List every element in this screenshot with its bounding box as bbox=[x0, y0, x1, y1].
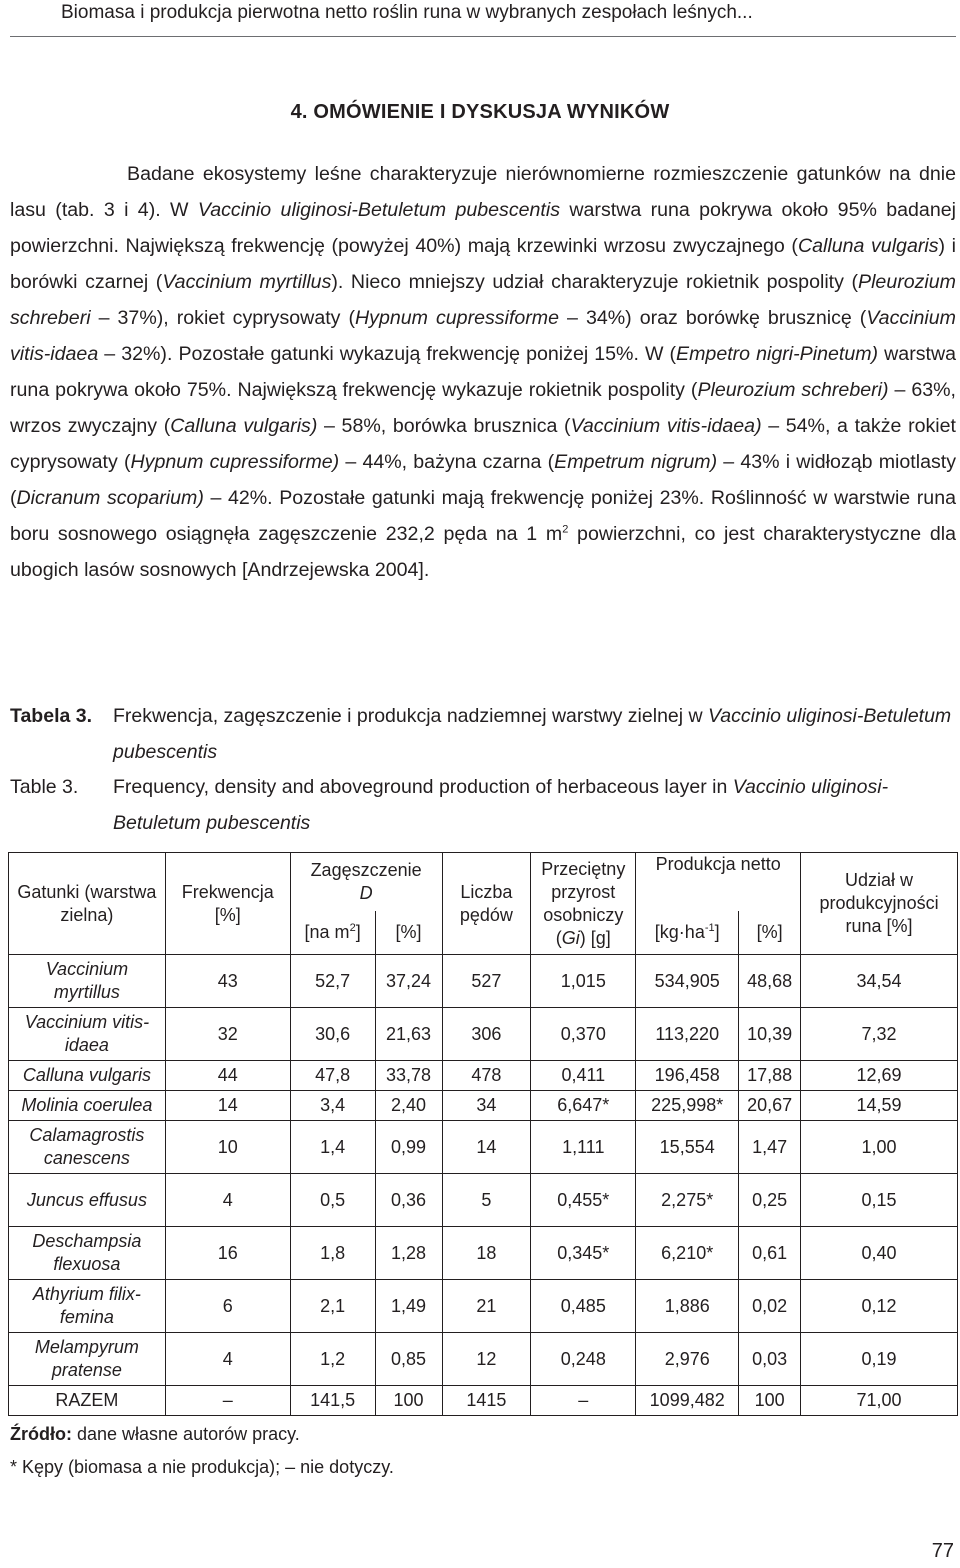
cell-frequency: 43 bbox=[165, 955, 290, 1008]
cell-share: 0,12 bbox=[801, 1280, 958, 1333]
asterisk-note: * Kępy (biomasa a nie produkcja); – nie dotyczy. bbox=[10, 1457, 394, 1477]
cell-growth: 0,248 bbox=[531, 1333, 636, 1386]
cell-share: 34,54 bbox=[801, 955, 958, 1008]
cell-density-pct: 37,24 bbox=[375, 955, 442, 1008]
cell-species: Athyrium filix-femina bbox=[9, 1280, 166, 1333]
cell-species: Melampyrum pratense bbox=[9, 1333, 166, 1386]
cell-growth: 0,370 bbox=[531, 1008, 636, 1061]
cell-production-pct: 0,03 bbox=[739, 1333, 801, 1386]
cell-frequency: 4 bbox=[165, 1174, 290, 1227]
cell-production: 196,458 bbox=[636, 1061, 739, 1091]
cell-density: 141,5 bbox=[290, 1386, 375, 1416]
cell-density-pct: 1,49 bbox=[375, 1280, 442, 1333]
header-density-pct: [%] bbox=[375, 911, 442, 955]
cell-share: 0,40 bbox=[801, 1227, 958, 1280]
cell-production-pct: 17,88 bbox=[739, 1061, 801, 1091]
page-number: 77 bbox=[931, 1540, 954, 1562]
header-production-pct: [%] bbox=[739, 911, 801, 955]
cell-production-pct: 0,02 bbox=[739, 1280, 801, 1333]
cell-shoots: 12 bbox=[442, 1333, 531, 1386]
cell-density-pct: 0,99 bbox=[375, 1121, 442, 1174]
cell-production-pct: 0,61 bbox=[739, 1227, 801, 1280]
cell-production-pct: 10,39 bbox=[739, 1008, 801, 1061]
cell-density: 2,1 bbox=[290, 1280, 375, 1333]
cell-species: Molinia coerulea bbox=[9, 1091, 166, 1121]
header-production-unit: $[kg\cdot ha^{-1}]$ bbox=[636, 911, 739, 955]
cell-density: 0,5 bbox=[290, 1174, 375, 1227]
header-growth: Przeciętny przyrost osobniczy (Gi) [g] bbox=[531, 853, 636, 955]
cell-frequency: 44 bbox=[165, 1061, 290, 1091]
cell-species: Deschampsia flexuosa bbox=[9, 1227, 166, 1280]
cell-production: 2,976 bbox=[636, 1333, 739, 1386]
caption-label-pl: Tabela 3. bbox=[10, 705, 93, 727]
cell-production: 534,905 bbox=[636, 955, 739, 1008]
cell-species: Vaccinium vitis-idaea bbox=[9, 1008, 166, 1061]
cell-species: Calamagrostis canescens bbox=[9, 1121, 166, 1174]
cell-density: 3,4 bbox=[290, 1091, 375, 1121]
cell-production: 15,554 bbox=[636, 1121, 739, 1174]
table-row bbox=[9, 1280, 958, 1333]
cell-production: 1099,482 bbox=[636, 1386, 739, 1416]
cell-density-pct: 1,28 bbox=[375, 1227, 442, 1280]
cell-shoots: 14 bbox=[442, 1121, 531, 1174]
header-density: Zagęszczenie D bbox=[290, 853, 442, 911]
table-row bbox=[9, 1386, 958, 1416]
cell-density-pct: 21,63 bbox=[375, 1008, 442, 1061]
cell-production-pct: 20,67 bbox=[739, 1091, 801, 1121]
cell-frequency: 6 bbox=[165, 1280, 290, 1333]
header-density-unit: [na $m^2$] bbox=[290, 911, 375, 955]
cell-species: Calluna vulgaris bbox=[9, 1061, 166, 1091]
header-shoots: Liczba pędów bbox=[442, 853, 531, 955]
cell-density-pct: 33,78 bbox=[375, 1061, 442, 1091]
cell-growth: 0,411 bbox=[531, 1061, 636, 1091]
cell-shoots: 18 bbox=[442, 1227, 531, 1280]
cell-density: 1,2 bbox=[290, 1333, 375, 1386]
cell-share: 0,15 bbox=[801, 1174, 958, 1227]
table-row bbox=[9, 955, 958, 1008]
table-row bbox=[9, 1091, 958, 1121]
cell-share: 14,59 bbox=[801, 1091, 958, 1121]
cell-production: 225,998* bbox=[636, 1091, 739, 1121]
cell-shoots: 5 bbox=[442, 1174, 531, 1227]
cell-growth: 6,647* bbox=[531, 1091, 636, 1121]
cell-production: 113,220 bbox=[636, 1008, 739, 1061]
cell-production: 2,275* bbox=[636, 1174, 739, 1227]
cell-density-pct: 0,36 bbox=[375, 1174, 442, 1227]
caption-text-pl: Frekwencja, zagęszczenie i produkcja nadziemnej warstwy zielnej w Vaccinio uliginosi-Betuletum pubescentis bbox=[113, 705, 952, 763]
cell-shoots: 1415 bbox=[442, 1386, 531, 1416]
cell-density: 47,8 bbox=[290, 1061, 375, 1091]
cell-species: Vaccinium myrtillus bbox=[9, 955, 166, 1008]
cell-share: 71,00 bbox=[801, 1386, 958, 1416]
cell-species: Juncus effusus bbox=[9, 1174, 166, 1227]
cell-production-pct: 48,68 bbox=[739, 955, 801, 1008]
header-share: Udział w produkcyjności runa [%] bbox=[801, 853, 958, 955]
caption-text-en: Frequency, density and aboveground production of herbaceous layer in Vaccinio uliginosi-Betuletum pubescentis bbox=[113, 776, 889, 834]
body-paragraph: Badane ekosystemy leśne charakteryzuje nierównomierne rozmieszczenie gatunków na dnie lasu (tab. 3 i 4). W Vaccinio uliginosi-Betuletum pubescentis warstwa runa pokrywa około 95% badanej powierzchni. Największą frekwencję (powyżej 40%) mają krzewinki wrzosu zwyczajnego (Calluna vulgaris) i borówki czarnej (Vaccinium myrtillus). Nieco mniejszy udział charakteryzuje rokietnik pospolity (Pleurozium schreberi – 37%), rokiet cyprysowaty (Hypnum cupressiforme – 34%) oraz borówkę brusznicę (Vaccinium vitis-idaea – 32%). Pozostałe gatunki wykazują frekwencję poniżej 15%. W (Empetro nigri-Pinetum) warstwa runa pokrywa około 75%. Największą frekwencję wykazuje rokietnik pospolity (Pleurozium schreberi) – 63%, wrzos zwyczajny (Calluna vulgaris) – 58%, borówka brusznica (Vaccinium vitis-idaea) – 54%, a także rokiet cyprysowaty (Hypnum cupressiforme) – 44%, bażyna czarna (Empetrum nigrum) – 43% i widłoząb miotlasty (Dicranum scoparium) – 42%. Pozostałe gatunki mają frekwencję poniżej 23%. Roślinność w warstwie runa boru sosnowego osiągnęła zagęszczenie 232,2 pęda na 1 $m^2$ powierzchni, co jest charakterystyczne dla ubogich lasów sosnowych [Andrzejewska 2004]. bbox=[10, 163, 957, 581]
cell-production: 1,886 bbox=[636, 1280, 739, 1333]
cell-density-pct: 0,85 bbox=[375, 1333, 442, 1386]
cell-growth: 0,455* bbox=[531, 1174, 636, 1227]
cell-share: 7,32 bbox=[801, 1008, 958, 1061]
cell-production: 6,210* bbox=[636, 1227, 739, 1280]
cell-shoots: 21 bbox=[442, 1280, 531, 1333]
cell-density: 30,6 bbox=[290, 1008, 375, 1061]
cell-growth: 0,485 bbox=[531, 1280, 636, 1333]
section-title: 4. OMÓWIENIE I DYSKUSJA WYNIKÓW bbox=[290, 101, 670, 123]
table-row bbox=[9, 1121, 958, 1174]
cell-frequency: 16 bbox=[165, 1227, 290, 1280]
table-row bbox=[9, 1061, 958, 1091]
cell-production-pct: 1,47 bbox=[739, 1121, 801, 1174]
table-row bbox=[9, 1008, 958, 1061]
cell-frequency: 4 bbox=[165, 1333, 290, 1386]
cell-share: 0,19 bbox=[801, 1333, 958, 1386]
table-row bbox=[9, 1227, 958, 1280]
cell-density: 1,8 bbox=[290, 1227, 375, 1280]
table-row bbox=[9, 1174, 958, 1227]
header-species: Gatunki (warstwa zielna) bbox=[9, 853, 166, 955]
cell-shoots: 478 bbox=[442, 1061, 531, 1091]
source-note: Źródło: dane własne autorów pracy. bbox=[10, 1424, 300, 1444]
cell-frequency: 32 bbox=[165, 1008, 290, 1061]
cell-density-pct: 2,40 bbox=[375, 1091, 442, 1121]
cell-shoots: 527 bbox=[442, 955, 531, 1008]
table-row bbox=[9, 1333, 958, 1386]
cell-frequency: – bbox=[165, 1386, 290, 1416]
cell-shoots: 306 bbox=[442, 1008, 531, 1061]
header-rule bbox=[10, 36, 956, 37]
cell-frequency: 10 bbox=[165, 1121, 290, 1174]
caption-label-en: Table 3. bbox=[10, 776, 79, 798]
cell-species: RAZEM bbox=[9, 1386, 166, 1416]
running-header: Biomasa i produkcja pierwotna netto roślin runa w wybranych zespołach leśnych... bbox=[61, 2, 753, 23]
cell-share: 12,69 bbox=[801, 1061, 958, 1091]
cell-growth: – bbox=[531, 1386, 636, 1416]
cell-density: 1,4 bbox=[290, 1121, 375, 1174]
cell-production-pct: 100 bbox=[739, 1386, 801, 1416]
cell-production-pct: 0,25 bbox=[739, 1174, 801, 1227]
header-production: Produkcja netto bbox=[636, 853, 801, 911]
cell-density: 52,7 bbox=[290, 955, 375, 1008]
cell-growth: 1,015 bbox=[531, 955, 636, 1008]
data-table bbox=[8, 852, 958, 1416]
cell-frequency: 14 bbox=[165, 1091, 290, 1121]
cell-share: 1,00 bbox=[801, 1121, 958, 1174]
cell-growth: 0,345* bbox=[531, 1227, 636, 1280]
header-frequency: Frekwencja [%] bbox=[165, 853, 290, 955]
cell-density-pct: 100 bbox=[375, 1386, 442, 1416]
cell-growth: 1,111 bbox=[531, 1121, 636, 1174]
cell-shoots: 34 bbox=[442, 1091, 531, 1121]
